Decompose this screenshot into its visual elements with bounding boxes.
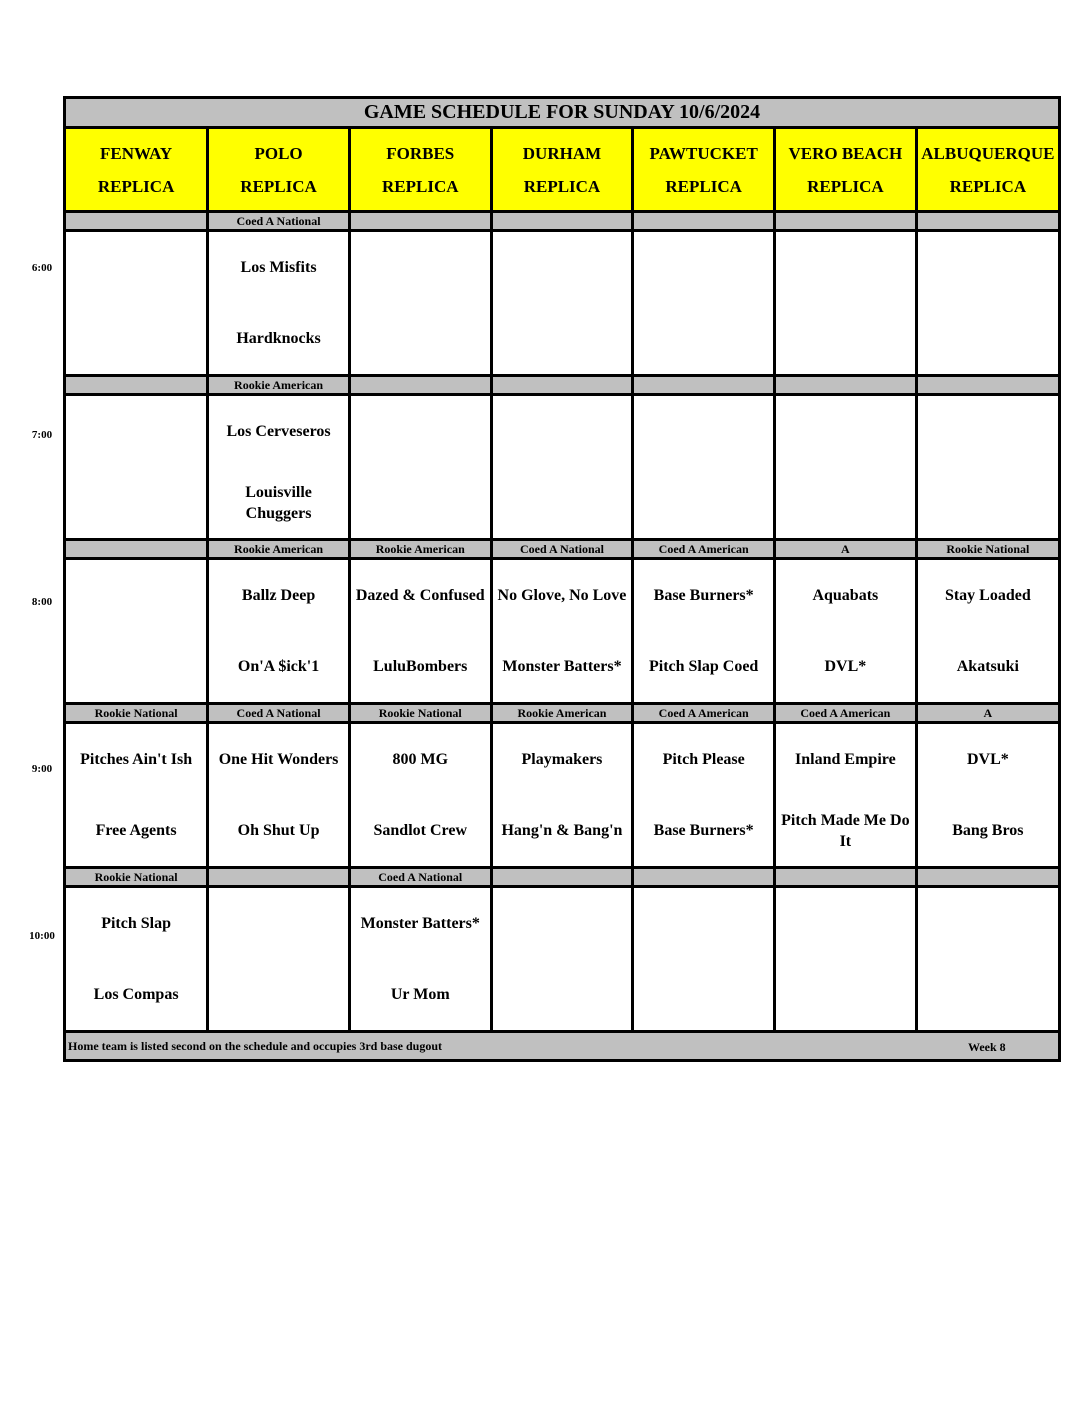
home-team [493, 959, 632, 1030]
division-label [349, 376, 491, 395]
matchup [776, 560, 915, 702]
away-team: Pitch Please [662, 751, 745, 768]
division-label [633, 868, 775, 887]
game-cell [633, 231, 775, 376]
field-header [775, 128, 917, 212]
matchup [776, 396, 915, 538]
field-type: REPLICA [523, 176, 601, 196]
title-row [66, 99, 1058, 128]
away-team: No Glove, No Love [497, 587, 627, 604]
division-label: Rookie American [491, 704, 633, 723]
matchup [776, 232, 915, 374]
game-cell [775, 887, 917, 1032]
matchup [493, 396, 632, 538]
game-cell [633, 559, 775, 704]
away-team: 800 MG [392, 751, 449, 768]
away-team: Pitches Ain't Ish [80, 751, 193, 768]
game-row [66, 723, 1058, 868]
home-team [351, 467, 490, 538]
field-type: REPLICA [97, 176, 175, 196]
division-label: Coed A American [775, 704, 917, 723]
field-name: ALBUQUERQUE [921, 143, 1055, 163]
time-label: 6:00 [31, 262, 53, 274]
matchup [493, 232, 632, 374]
schedule-table [66, 99, 1058, 1059]
field-type: REPLICA [665, 176, 742, 196]
home-team: Free Agents [95, 822, 177, 839]
home-team [918, 303, 1058, 374]
matchup [351, 232, 490, 374]
field-header [66, 128, 208, 212]
away-team [776, 396, 915, 467]
matchup [209, 232, 348, 374]
game-row [66, 231, 1058, 376]
game-cell [66, 887, 208, 1032]
away-team: Playmakers [521, 751, 603, 768]
field-header [349, 128, 491, 212]
division-label: Coed A National [491, 540, 633, 559]
game-row [66, 395, 1058, 540]
game-cell [66, 231, 208, 376]
division-label: Rookie National [66, 868, 208, 887]
matchup [918, 560, 1058, 702]
matchup [66, 888, 206, 1030]
field-type: REPLICA [949, 176, 1027, 196]
matchup [493, 560, 632, 702]
field-header [491, 128, 633, 212]
matchup [776, 724, 915, 866]
home-team: Sandlot Crew [373, 822, 467, 839]
game-cell [208, 559, 350, 704]
matchup [918, 888, 1058, 1030]
home-team [776, 303, 915, 374]
division-label: Rookie National [66, 704, 208, 723]
away-team: Ballz Deep [241, 587, 316, 604]
home-team: Base Burners* [653, 822, 754, 839]
home-team [209, 959, 348, 1030]
division-label [916, 212, 1058, 231]
division-label [208, 868, 350, 887]
time-label: 10:00 [29, 930, 55, 942]
home-team [776, 959, 915, 1030]
home-team [66, 303, 206, 374]
field-name: VERO BEACH [788, 143, 903, 163]
division-label [66, 376, 208, 395]
away-team [918, 396, 1058, 467]
game-cell [349, 559, 491, 704]
away-team [351, 232, 490, 303]
game-cell [633, 395, 775, 540]
game-cell [349, 395, 491, 540]
game-cell [491, 559, 633, 704]
page-title: GAME SCHEDULE FOR SUNDAY 10/6/2024 [66, 99, 1058, 128]
division-label [491, 376, 633, 395]
field-header [633, 128, 775, 212]
away-team: Aquabats [812, 587, 879, 604]
away-team: One Hit Wonders [218, 751, 339, 768]
home-team [776, 467, 915, 538]
home-team: Oh Shut Up [237, 822, 320, 839]
division-label: Rookie American [349, 540, 491, 559]
game-cell [633, 723, 775, 868]
matchup [634, 888, 773, 1030]
field-name: FORBES [386, 143, 455, 163]
away-team [918, 232, 1058, 303]
field-type: REPLICA [807, 176, 884, 196]
game-row [66, 559, 1058, 704]
game-cell [66, 723, 208, 868]
home-team [66, 467, 206, 538]
field-header-row [66, 128, 1058, 212]
away-team: Inland Empire [795, 751, 896, 768]
game-cell [775, 559, 917, 704]
home-team [634, 959, 773, 1030]
week-label: Week 8 [968, 1040, 1006, 1054]
matchup [66, 724, 206, 866]
away-team: Dazed & Confused [355, 587, 485, 604]
home-team [66, 631, 206, 702]
home-team [351, 303, 490, 374]
game-cell [916, 559, 1058, 704]
division-row [66, 212, 1058, 231]
game-cell [916, 395, 1058, 540]
away-team [634, 888, 773, 959]
away-team [66, 232, 206, 303]
field-name: DURHAM [522, 143, 602, 163]
game-cell [208, 723, 350, 868]
schedule-sheet [63, 96, 1061, 1062]
matchup [634, 232, 773, 374]
division-label [66, 212, 208, 231]
matchup [918, 724, 1058, 866]
home-team: Ur Mom [390, 986, 450, 1003]
away-team [776, 888, 915, 959]
matchup [351, 888, 490, 1030]
game-cell [208, 887, 350, 1032]
home-team [634, 467, 773, 538]
away-team: Stay Loaded [944, 587, 1031, 604]
division-row [66, 376, 1058, 395]
game-cell [491, 723, 633, 868]
game-cell [916, 723, 1058, 868]
matchup [493, 888, 632, 1030]
matchup [351, 396, 490, 538]
matchup [66, 396, 206, 538]
division-label [66, 540, 208, 559]
game-cell [491, 887, 633, 1032]
field-header [208, 128, 350, 212]
division-row [66, 868, 1058, 887]
division-label: Rookie National [916, 540, 1058, 559]
division-label: A [916, 704, 1058, 723]
division-row [66, 540, 1058, 559]
footer-cell [66, 1032, 1058, 1060]
division-label [775, 376, 917, 395]
matchup [918, 396, 1058, 538]
matchup [66, 560, 206, 702]
game-cell [775, 723, 917, 868]
away-team: Los Cerveseros [226, 423, 331, 440]
division-label: Rookie American [208, 376, 350, 395]
footer-note: Home team is listed second on the schedule and occupies 3rd base dugout [68, 1038, 443, 1053]
home-team: Pitch Made Me Do It [781, 811, 910, 850]
matchup [776, 888, 915, 1030]
matchup [209, 888, 348, 1030]
home-team: On'A $ick'1 [237, 658, 320, 675]
matchup [209, 560, 348, 702]
division-label: Coed A American [633, 540, 775, 559]
away-team: DVL* [966, 751, 1009, 768]
division-label: Coed A National [349, 868, 491, 887]
division-label: Rookie National [349, 704, 491, 723]
division-label [491, 212, 633, 231]
away-team: Pitch Slap [101, 915, 171, 932]
away-team: Monster Batters* [360, 915, 480, 932]
matchup [493, 724, 632, 866]
game-cell [775, 395, 917, 540]
away-team [634, 396, 773, 467]
game-cell [491, 231, 633, 376]
division-label [491, 868, 633, 887]
home-team: Pitch Slap Coed [648, 658, 759, 675]
field-name: PAWTUCKET [649, 143, 758, 163]
matchup [66, 232, 206, 374]
division-label [916, 868, 1058, 887]
game-cell [633, 887, 775, 1032]
field-header [916, 128, 1058, 212]
away-team [493, 396, 632, 467]
away-team [776, 232, 915, 303]
matchup [209, 396, 348, 538]
game-cell [491, 395, 633, 540]
division-label: Coed A National [208, 704, 350, 723]
matchup [634, 724, 773, 866]
matchup [634, 560, 773, 702]
away-team [351, 396, 490, 467]
away-team [493, 232, 632, 303]
home-team: Los Compas [93, 986, 179, 1003]
away-team: Los Misfits [240, 259, 317, 276]
game-cell [208, 231, 350, 376]
division-label [633, 212, 775, 231]
game-cell [208, 395, 350, 540]
division-label [633, 376, 775, 395]
home-team: Hang'n & Bang'n [501, 822, 623, 839]
away-team: Base Burners* [653, 587, 754, 604]
game-cell [916, 231, 1058, 376]
field-name: POLO [254, 143, 303, 163]
division-label [916, 376, 1058, 395]
game-cell [349, 231, 491, 376]
field-name: FENWAY [100, 143, 173, 163]
home-team [493, 303, 632, 374]
division-label [775, 868, 917, 887]
away-team [493, 888, 632, 959]
division-label: Rookie American [208, 540, 350, 559]
away-team [209, 888, 348, 959]
matchup [634, 396, 773, 538]
game-cell [66, 395, 208, 540]
footer-row [66, 1032, 1058, 1060]
home-team: LuluBombers [373, 658, 468, 675]
matchup [351, 724, 490, 866]
time-label: 8:00 [31, 596, 53, 608]
home-team [634, 303, 773, 374]
away-team [66, 560, 206, 631]
division-label: Coed A National [208, 212, 350, 231]
division-label [349, 212, 491, 231]
time-label: 7:00 [31, 429, 53, 441]
division-label: A [775, 540, 917, 559]
home-team [918, 467, 1058, 538]
matchup [209, 724, 348, 866]
division-label [775, 212, 917, 231]
game-row [66, 887, 1058, 1032]
field-type: REPLICA [240, 176, 317, 196]
field-type: REPLICA [382, 176, 459, 196]
game-cell [916, 887, 1058, 1032]
home-team: DVL* [824, 658, 867, 675]
division-label: Coed A American [633, 704, 775, 723]
home-team [918, 959, 1058, 1030]
home-team: Akatsuki [956, 658, 1019, 675]
home-team: Hardknocks [236, 330, 321, 347]
game-cell [775, 231, 917, 376]
division-row [66, 704, 1058, 723]
game-cell [349, 887, 491, 1032]
matchup [351, 560, 490, 702]
away-team [66, 396, 206, 467]
game-cell [66, 559, 208, 704]
matchup [918, 232, 1058, 374]
away-team [918, 888, 1058, 959]
away-team [634, 232, 773, 303]
home-team: Louisville Chuggers [245, 483, 312, 522]
game-cell [349, 723, 491, 868]
home-team [493, 467, 632, 538]
home-team: Monster Batters* [502, 658, 622, 675]
time-label: 9:00 [31, 763, 53, 775]
home-team: Bang Bros [952, 822, 1024, 839]
